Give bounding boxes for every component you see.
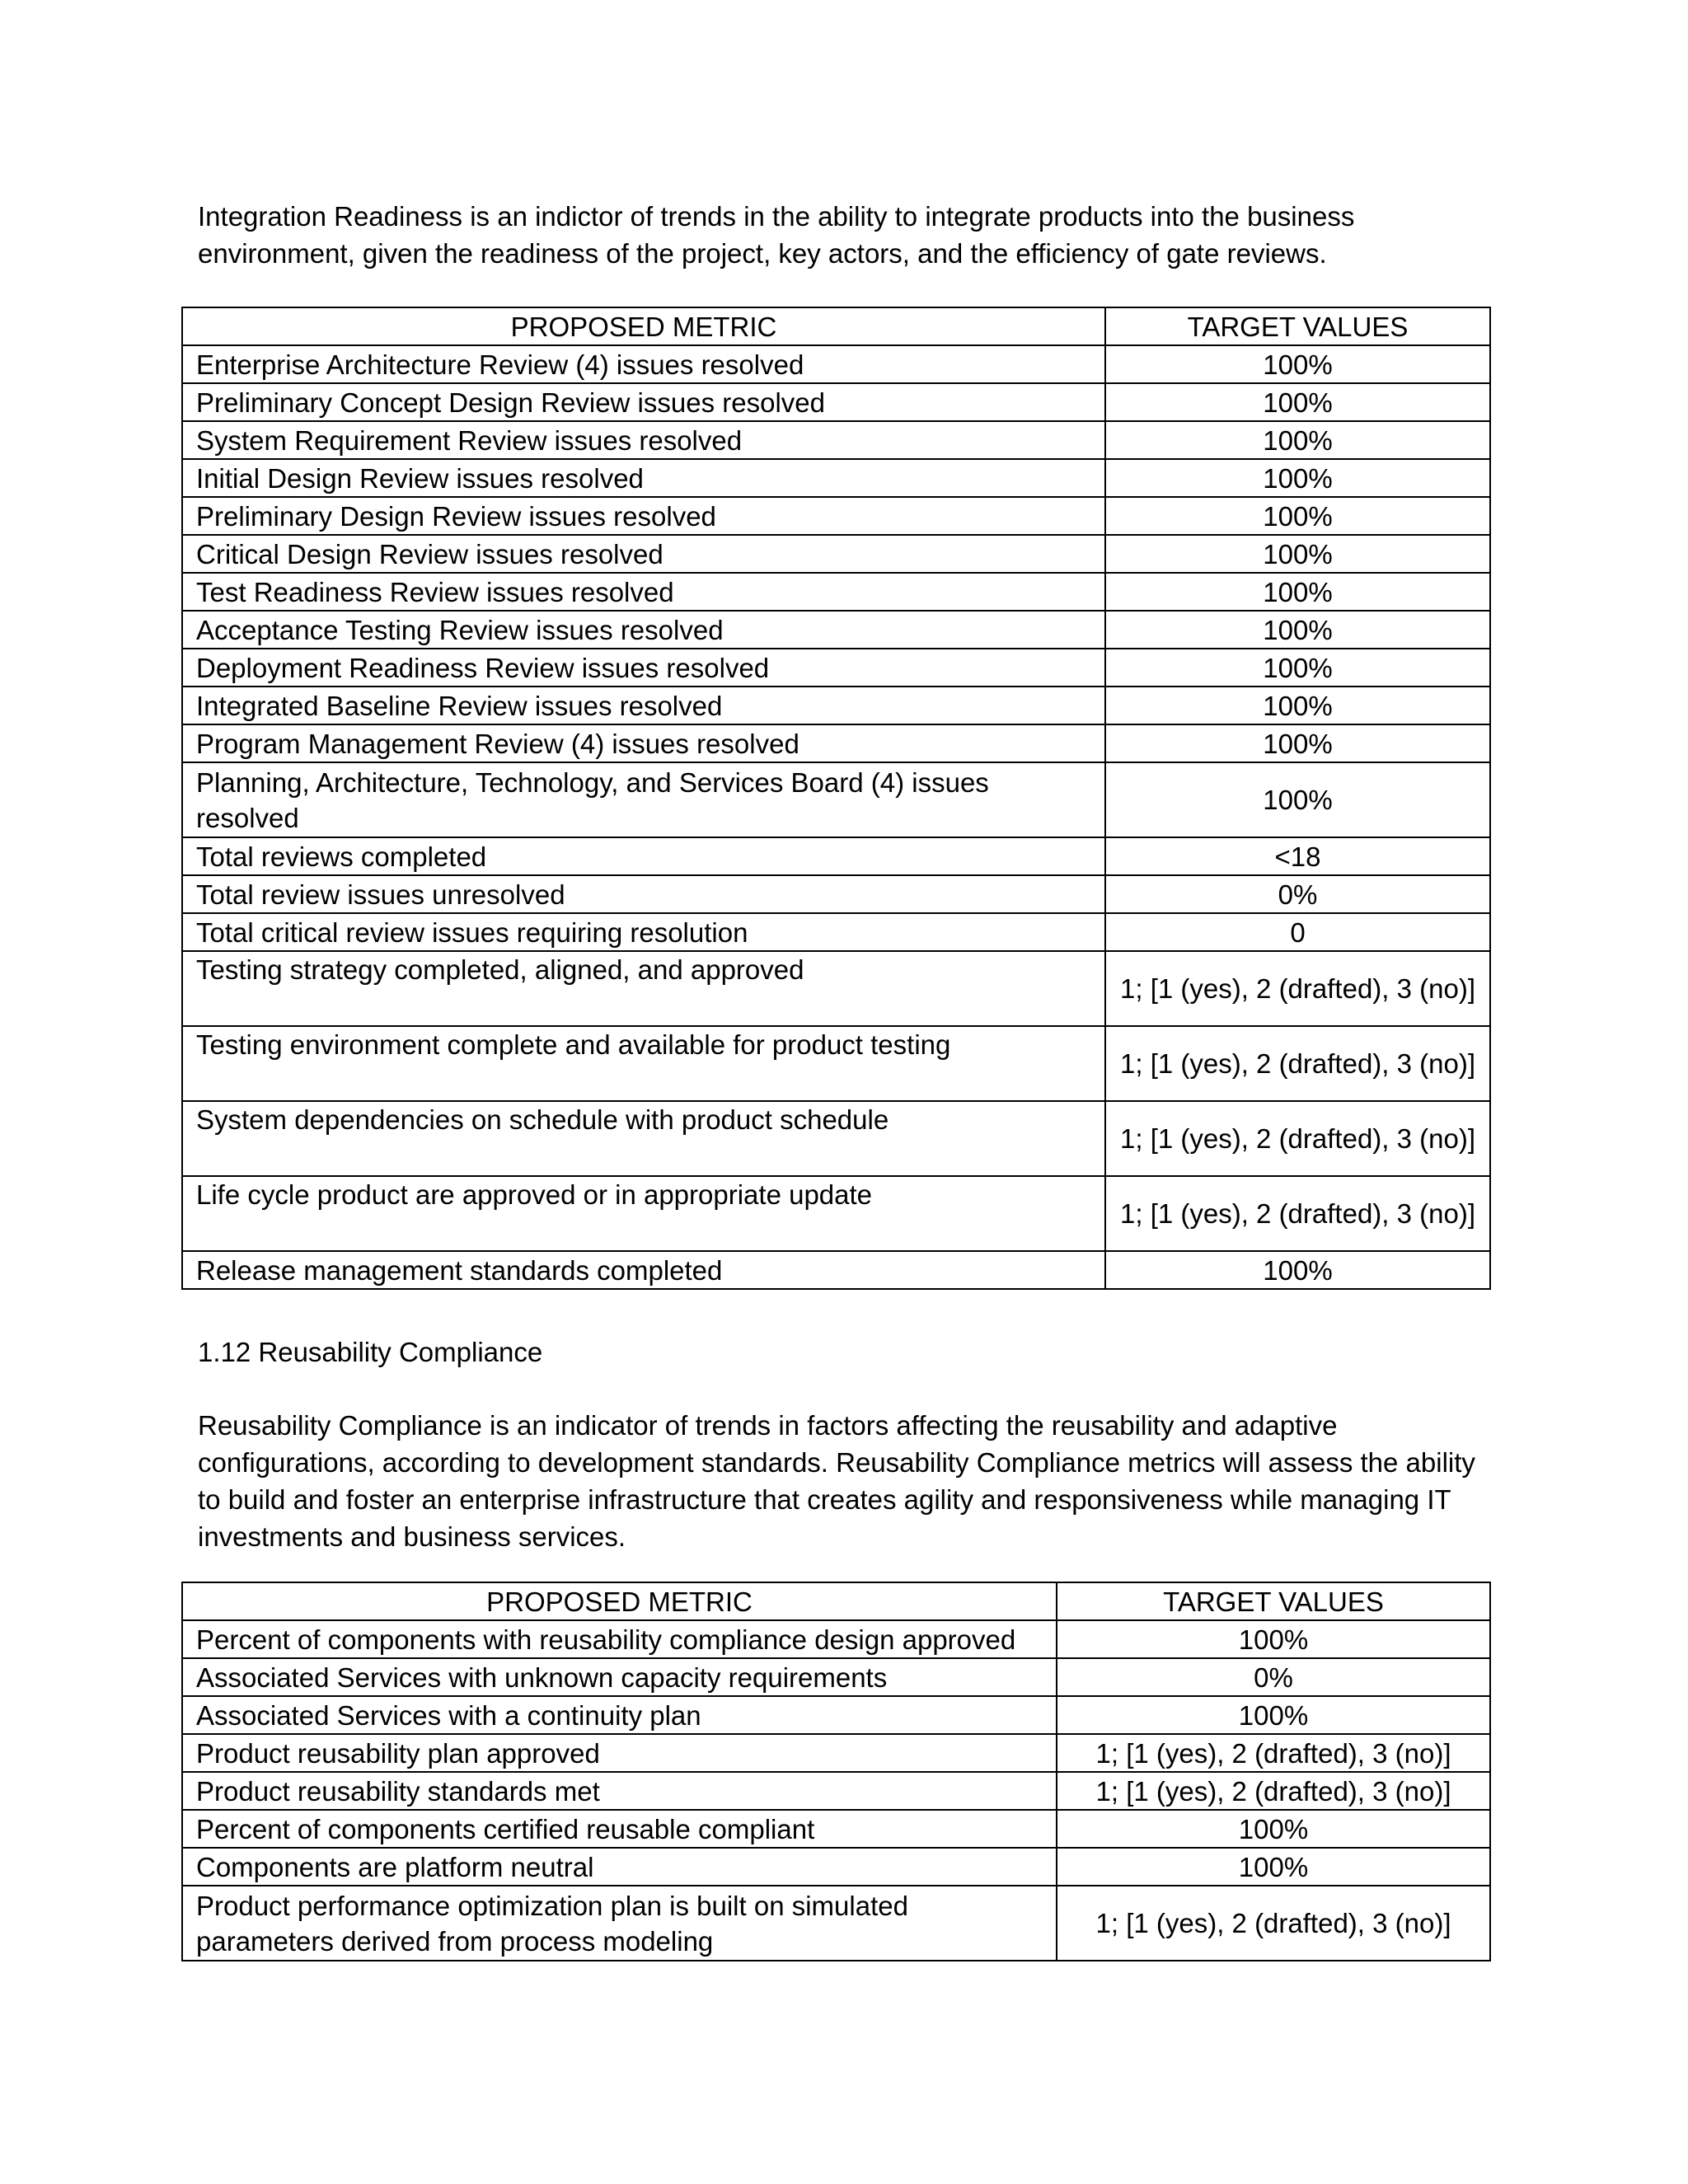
metric-cell: Product reusability plan approved [182, 1734, 1057, 1772]
target-cell: 100% [1105, 345, 1490, 383]
target-column-header: TARGET VALUES [1105, 307, 1490, 345]
metric-cell: Total critical review issues requiring resolution [182, 913, 1105, 951]
metric-cell: System dependencies on schedule with product schedule [182, 1101, 1105, 1176]
metric-cell: Associated Services with a continuity plan [182, 1696, 1057, 1734]
target-cell: 1; [1 (yes), 2 (drafted), 3 (no)] [1057, 1734, 1490, 1772]
metric-column-header: PROPOSED METRIC [182, 1582, 1057, 1620]
target-cell: 1; [1 (yes), 2 (drafted), 3 (no)] [1057, 1772, 1490, 1810]
target-cell: 100% [1105, 687, 1490, 724]
metric-cell: Critical Design Review issues resolved [182, 535, 1105, 573]
metric-cell: Integrated Baseline Review issues resolved [182, 687, 1105, 724]
target-cell: <18 [1105, 837, 1490, 875]
reusability-compliance-table [181, 1582, 1491, 1961]
table-row [182, 1772, 1490, 1810]
table-row [182, 951, 1490, 1026]
table-row [182, 611, 1490, 649]
target-cell: 100% [1057, 1620, 1490, 1658]
table-header-row [182, 307, 1490, 345]
metric-cell: Testing strategy completed, aligned, and approved [182, 951, 1105, 1026]
target-cell: 100% [1105, 724, 1490, 762]
target-cell: 100% [1105, 459, 1490, 497]
target-cell: 100% [1105, 535, 1490, 573]
metric-cell: Acceptance Testing Review issues resolved [182, 611, 1105, 649]
target-cell: 1; [1 (yes), 2 (drafted), 3 (no)] [1105, 1176, 1490, 1251]
metric-cell: Product reusability standards met [182, 1772, 1057, 1810]
metric-column-header: PROPOSED METRIC [182, 307, 1105, 345]
metric-cell: Components are platform neutral [182, 1848, 1057, 1886]
metric-cell: System Requirement Review issues resolved [182, 421, 1105, 459]
target-cell: 0% [1057, 1658, 1490, 1696]
table-row [182, 345, 1490, 383]
table-row [182, 459, 1490, 497]
target-cell: 1; [1 (yes), 2 (drafted), 3 (no)] [1105, 1101, 1490, 1176]
integration-readiness-intro: Integration Readiness is an indictor of trends in the ability to integrate products into the business environment, given the readiness of the project, key actors, and the efficiency of gate reviews. [198, 201, 1355, 269]
metric-cell: Deployment Readiness Review issues resolved [182, 649, 1105, 687]
metric-cell: Percent of components certified reusable compliant [182, 1810, 1057, 1848]
table-row [182, 1810, 1490, 1848]
table-row [182, 383, 1490, 421]
target-cell: 100% [1105, 649, 1490, 687]
target-cell: 100% [1105, 421, 1490, 459]
metric-cell: Total reviews completed [182, 837, 1105, 875]
table-row [182, 837, 1490, 875]
metric-cell: Test Readiness Review issues resolved [182, 573, 1105, 611]
table-row [182, 497, 1490, 535]
target-cell: 100% [1057, 1696, 1490, 1734]
table-row [182, 1026, 1490, 1101]
table-row [182, 535, 1490, 573]
reusability-compliance-intro: Reusability Compliance is an indicator of trends in factors affecting the reusability and adaptive configurations, according to development standards. Reusability Compliance metrics will assess the ability to build and foster an enterprise infrastructure that creates agility and responsiveness while managing IT investments and business services. [198, 1410, 1475, 1552]
table-row [182, 687, 1490, 724]
metric-cell: Preliminary Concept Design Review issues resolved [182, 383, 1105, 421]
metric-cell: Initial Design Review issues resolved [182, 459, 1105, 497]
target-column-header: TARGET VALUES [1057, 1582, 1490, 1620]
metric-cell: Product performance optimization plan is built on simulated parameters derived from process modeling [182, 1886, 1057, 1961]
metric-cell: Percent of components with reusability compliance design approved [182, 1620, 1057, 1658]
target-cell: 100% [1105, 497, 1490, 535]
table-row [182, 1696, 1490, 1734]
table-row [182, 875, 1490, 913]
target-cell: 100% [1057, 1848, 1490, 1886]
table-row [182, 421, 1490, 459]
table-row [182, 1734, 1490, 1772]
target-cell: 100% [1105, 383, 1490, 421]
table-row [182, 1620, 1490, 1658]
target-cell: 0 [1105, 913, 1490, 951]
table-row [182, 1848, 1490, 1886]
metric-cell: Total review issues unresolved [182, 875, 1105, 913]
metric-cell: Testing environment complete and available for product testing [182, 1026, 1105, 1101]
target-cell: 1; [1 (yes), 2 (drafted), 3 (no)] [1057, 1886, 1490, 1961]
table-row [182, 1658, 1490, 1696]
target-cell: 0% [1105, 875, 1490, 913]
table-row [182, 1176, 1490, 1251]
metric-cell: Enterprise Architecture Review (4) issues resolved [182, 345, 1105, 383]
table-row [182, 913, 1490, 951]
metric-cell: Associated Services with unknown capacity requirements [182, 1658, 1057, 1696]
table-header-row [182, 1582, 1490, 1620]
target-cell: 100% [1105, 1251, 1490, 1289]
target-cell: 100% [1105, 611, 1490, 649]
table-row [182, 1101, 1490, 1176]
target-cell: 100% [1105, 573, 1490, 611]
metric-cell: Life cycle product are approved or in appropriate update [182, 1176, 1105, 1251]
metric-cell: Preliminary Design Review issues resolved [182, 497, 1105, 535]
target-cell: 1; [1 (yes), 2 (drafted), 3 (no)] [1105, 1026, 1490, 1101]
metric-cell: Program Management Review (4) issues resolved [182, 724, 1105, 762]
table-row [182, 762, 1490, 837]
table-row [182, 573, 1490, 611]
target-cell: 100% [1105, 762, 1490, 837]
integration-readiness-table [181, 307, 1491, 1290]
table-row [182, 1251, 1490, 1289]
metric-cell: Planning, Architecture, Technology, and Services Board (4) issues resolved [182, 762, 1105, 837]
metric-cell: Release management standards completed [182, 1251, 1105, 1289]
table-row [182, 649, 1490, 687]
table-row [182, 724, 1490, 762]
table-row [182, 1886, 1490, 1961]
target-cell: 1; [1 (yes), 2 (drafted), 3 (no)] [1105, 951, 1490, 1026]
target-cell: 100% [1057, 1810, 1490, 1848]
section-heading: 1.12 Reusability Compliance [198, 1337, 543, 1367]
